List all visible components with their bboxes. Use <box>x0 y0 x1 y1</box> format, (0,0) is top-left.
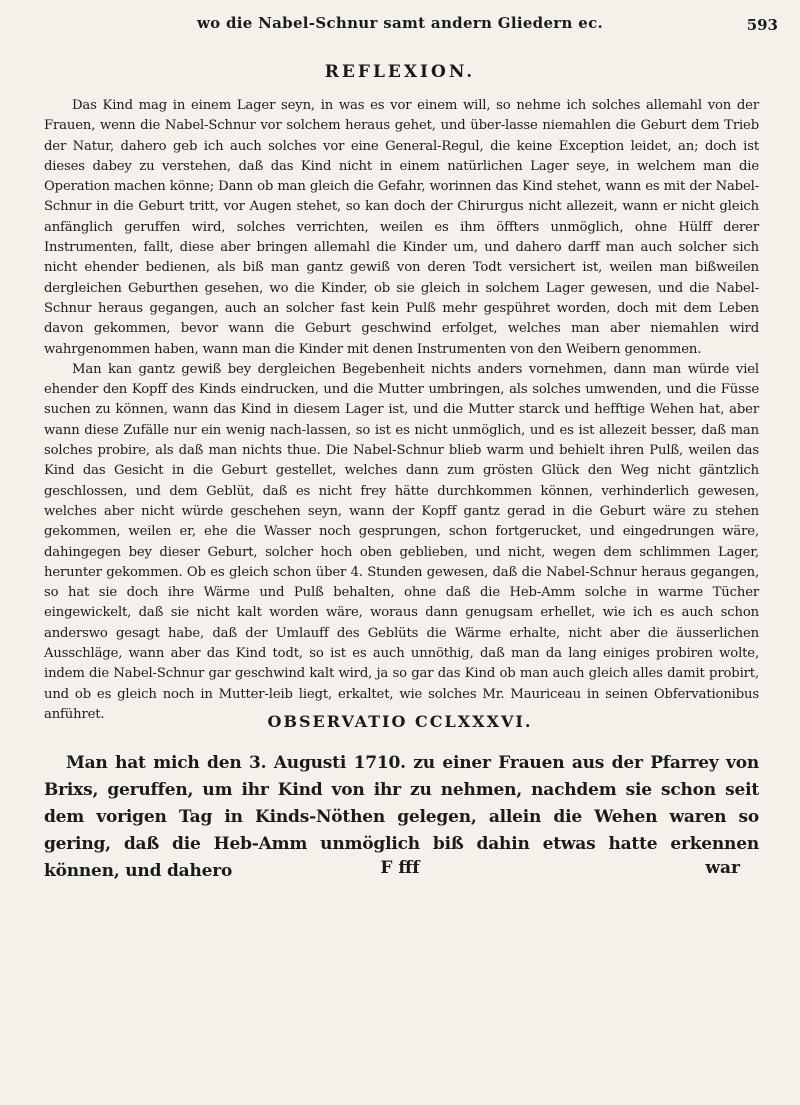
signature-mark: F fff <box>380 858 420 878</box>
observatio-title: OBSERVATIO CCLXXXVI. <box>267 712 533 731</box>
reflexion-paragraph: Man kan gantz gewiß bey dergleichen Begebenheit nichts anders vornehmen, dann man würde viel ehender den Kopff des Kinds eindrucken, und die Mutter umbringen, als solches umwenden, und die Füsse suchen zu können, wann das Kind in diesem Lager ist, und die Mutter starck und hefftige Wehen hat, aber wann diese Zufälle nur ein wenig nach-lassen, so ist es nicht unmöglich, und es ist allezeit besser, daß man solches probire, als daß man nichts thue. Die Nabel-Schnur blieb warm und behielt ihren Pulß, weilen das Kind das Gesicht in die Geburt gestellet, welches dann zum grösten Glück den Weg nicht gäntzlich geschlossen, und dem Geblüt, daß es nicht frey hätte durchkommen können, verhinderlich gewesen, welches aber nicht würde geschehen seyn, wann der Kopff gantz gerad in die Geburt wäre zu stehen gekommen, weilen er, ehe die Wasser noch gesprungen, schon fortgerucket, und eingedrungen wäre, dahingegen bey dieser Geburt, solcher hoch oben geblieben, und nicht, wegen dem schlimmen Lager, herunter gekommen. Ob es gleich schon über 4. Stunden gewesen, daß die Nabel-Schnur heraus gegangen, so hat sie doch ihre Wärme und Pulß behalten, ohne daß die Heb-Amm solche in warme Tücher eingewickelt, daß sie nicht kalt worden wäre, woraus dann genugsam erhellet, wie ich es auch schon anderswo gesagt habe, daß der Umlauff des Geblüts die Wärme erhalte, nicht aber die äusserlichen Ausschläge, wann aber das Kind todt, so ist es auch unnöthig, daß man da lang einiges probiren wolte, indem die Nabel-Schnur gar geschwind kalt wird, ja so gar das Kind ob man auch gleich alles damit probirt, und ob es gleich noch in Mutter-leib liegt, erkaltet, wie solches Mr. Mauriceau in seinen Obfervationibus anführet. <box>44 361 759 722</box>
page-number: 593 <box>746 16 778 34</box>
reflexion-body <box>44 96 759 725</box>
reflexion-title: REFLEXION. <box>324 62 476 82</box>
catchword: war <box>705 858 740 878</box>
reflexion-paragraph: Das Kind mag in einem Lager seyn, in was es vor einem will, so nehme ich solches allemahl von der Frauen, wenn die Nabel-Schnur vor solchem heraus gehet, und über-lasse niemahlen die Geburt dem Trieb der Natur, dahero geb ich auch solches vor eine General-Regul, die keine Exception leidet, an; doch ist dieses dabey zu verstehen, daß das Kind nicht in einem natürlichen Lager seye, in welchem man die Operation machen könne; Dann ob man gleich die Gefahr, worinnen das Kind stehet, wann es mit der Nabel-Schnur in die Geburt tritt, vor Augen stehet, so kan doch der Chirurgus nicht allezeit, wann er nicht gleich anfänglich geruffen wird, solches verrichten, weilen es ihm öffters unmöglich, ohne Hülff derer Instrumenten, fallt, diese aber bringen allemahl die Kinder um, und dahero darff man auch solcher sich nicht ehender bedienen, als biß man gantz gewiß von deren Todt versichert ist, weilen man bißweilen dergleichen Geburthen gesehen, wo die Kinder, ob sie gleich in solchem Lager gewesen, und die Nabel-Schnur heraus gegangen, auch an solcher fast kein Pulß mehr gespühret worden, doch mit dem Leben davon gekommen, bevor wann die Geburt geschwind erfolget, welches man aber niemahlen wird wahrgenommen haben, wann man die Kinder mit denen Instrumenten von den Weibern genommen. <box>44 98 759 357</box>
observatio-paragraph: Man hat mich den 3. Augusti 1710. zu einer Frauen aus der Pfarrey von Brixs, geruffen, um ihr Kind von ihr zu nehmen, nachdem sie schon seit dem vorigen Tag in Kinds-Nöthen gelegen, allein die Wehen waren so gering, daß die Heb-Amm unmöglich biß dahin etwas hatte erkennen können, und dahero <box>44 753 759 881</box>
running-head: wo die Nabel-Schnur samt andern Gliedern ec. <box>196 14 604 32</box>
